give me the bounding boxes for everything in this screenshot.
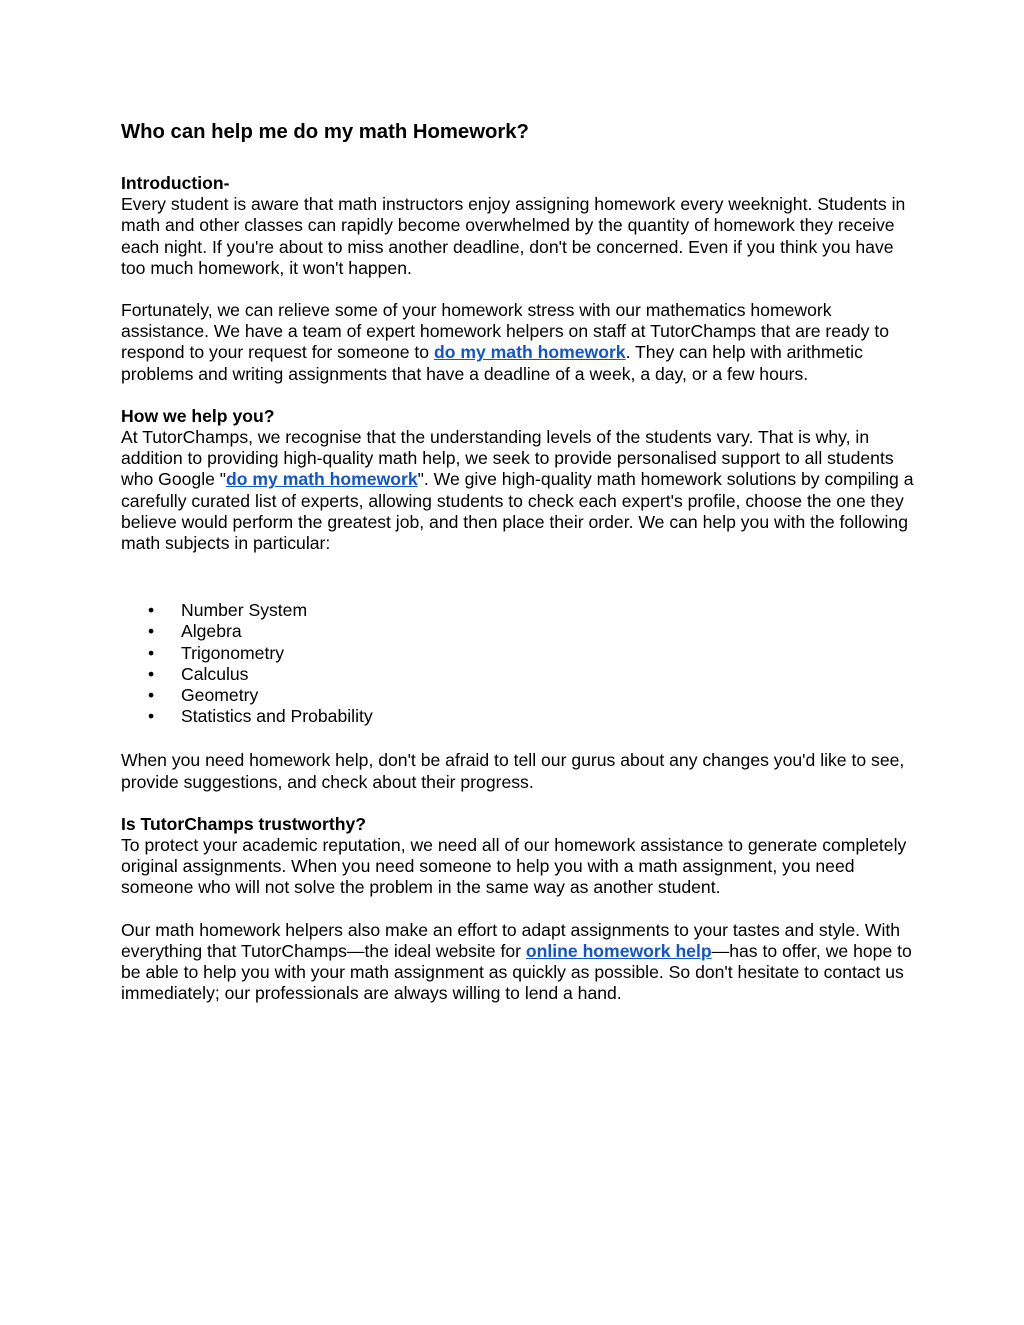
trustworthy-section — [121, 814, 921, 1005]
how-paragraph-text-before: At TutorChamps, we recognise that the understanding levels of the students vary. That is why, in addition to providing high-quality math help, we seek to provide personalised support to all students who Google " — [121, 427, 894, 490]
trustworthy-paragraph-2 — [121, 920, 921, 1005]
intro-section — [121, 173, 921, 385]
list-item-label: Trigonometry — [181, 642, 284, 663]
bullet-icon: • — [148, 642, 155, 663]
list-item-label: Geometry — [181, 685, 259, 706]
bullet-icon: • — [148, 706, 155, 727]
trustworthy-heading: Is TutorChamps trustworthy? — [121, 813, 367, 834]
trust-paragraph-text-after: —has to offer, we hope to be able to help you with your math assignment as quickly as possible. So don't hesitate to contact us immediately; our professionals are always willing to lend a hand. — [121, 940, 912, 1004]
intro-paragraph-2 — [121, 300, 921, 385]
list-item — [121, 643, 921, 664]
document-page — [121, 118, 921, 1005]
list-item-label: Algebra — [181, 621, 242, 642]
list-item — [121, 706, 921, 727]
do-my-math-homework-link-2[interactable]: do my math homework — [226, 469, 418, 490]
math-subjects-list — [121, 600, 921, 727]
how-we-help-heading: How we help you? — [121, 405, 275, 426]
list-item-label: Statistics and Probability — [181, 706, 373, 727]
how-we-help-paragraph-2: When you need homework help, don't be afraid to tell our gurus about any changes you'd like to see, provide suggestions, and check about their progress. — [121, 750, 905, 792]
bullet-icon: • — [148, 600, 155, 621]
how-paragraph-text-after: ". We give high-quality math homework solutions by compiling a carefully curated list of experts, allowing students to check each expert's profile, choose the one they believe would perform the greatest job, and then place their order. We can help you with the following math subjects in particular: — [121, 469, 914, 554]
how-we-help-paragraph-1 — [121, 427, 921, 554]
trustworthy-paragraph-1: To protect your academic reputation, we need all of our homework assistance to generate completely original assignments. When you need someone to help you with a math assignment, you need someone who will not solve the problem in the same way as another student. — [121, 835, 907, 898]
list-item — [121, 664, 921, 685]
list-item — [121, 685, 921, 706]
trust-paragraph-text-before: Our math homework helpers also make an effort to adapt assignments to your tastes and style. With everything that TutorChamps—the ideal website for — [121, 919, 901, 961]
intro-paragraph-2-text-before: Fortunately, we can relieve some of your homework stress with our mathematics homework assistance. We have a team of expert homework helpers on staff at TutorChamps that are ready to respond to your request for someone to — [121, 300, 890, 363]
how-we-help-section — [121, 406, 921, 793]
bullet-icon: • — [148, 663, 155, 684]
list-item-label: Number System — [181, 600, 308, 621]
bullet-icon: • — [148, 685, 155, 706]
do-my-math-homework-link[interactable]: do my math homework — [433, 342, 626, 363]
list-item — [121, 600, 921, 621]
online-homework-help-link[interactable]: online homework help — [525, 940, 712, 961]
page-title: Who can help me do my math Homework? — [121, 121, 529, 143]
intro-heading: Introduction- — [121, 173, 230, 193]
list-item — [121, 621, 921, 642]
bullet-icon: • — [148, 621, 155, 642]
list-item-label: Calculus — [181, 663, 249, 684]
intro-paragraph-2-text-after: . They can help with arithmetic problems and writing assignments that have a deadline of a week, a day, or a few hours. — [121, 342, 863, 384]
intro-paragraph-1: Every student is aware that math instructors enjoy assigning homework every weeknight. Students in math and other classes can rapidly become overwhelmed by the quantity of homework they receive each night. If you're about to miss another deadline, don't be concerned. Even if you think you have too much homework, it won't happen. — [121, 194, 906, 278]
